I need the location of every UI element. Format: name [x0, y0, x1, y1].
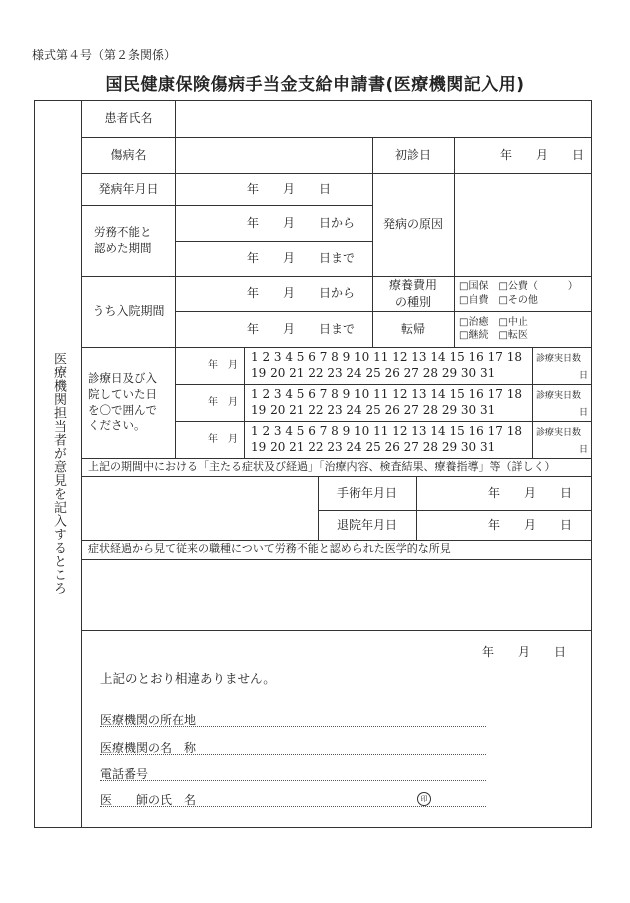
phone-label: 電話番号 [100, 767, 149, 781]
patient-name-field[interactable] [176, 101, 591, 136]
visit-year-month-3[interactable]: 年 月 [208, 433, 238, 445]
opinion-field[interactable] [83, 560, 591, 629]
visit-count-unit-1: 日 [579, 371, 589, 381]
onset-cause-field[interactable] [455, 174, 591, 275]
course-heading: 上記の期間中における「主たる症状及び経過」「治療内容、検査結果、療養指導」等（詳しく） [88, 459, 556, 473]
incapacity-from[interactable]: 年 月 日から [247, 215, 356, 230]
visit-count-label-2: 診療実日数 [536, 391, 582, 401]
outcome-label: 転帰 [400, 321, 425, 336]
patient-name-label: 患者氏名 [104, 111, 153, 126]
visit-count-label-1: 診療実日数 [536, 354, 582, 364]
visit-count-unit-2: 日 [579, 408, 589, 418]
visit-year-month-1[interactable]: 年 月 [208, 359, 238, 371]
disease-name-field[interactable] [176, 138, 371, 172]
visit-count-unit-3: 日 [579, 445, 589, 455]
visit-year-month-2[interactable]: 年 月 [208, 396, 238, 408]
clinic-address-label: 医療機関の所在地 [100, 713, 197, 727]
visit-days-label: 診療日及び入 院していた日 を〇で囲んで ください。 [88, 371, 157, 433]
discharge-date[interactable]: 年 月 日 [487, 517, 572, 532]
discharge-date-label: 退院年月日 [336, 517, 397, 532]
onset-label: 発病年月日 [98, 181, 159, 196]
phone-line[interactable] [100, 780, 486, 781]
hospitalization-to[interactable]: 年 月 日まで [247, 321, 356, 336]
clinic-name-label: 医療機関の名 称 [100, 741, 197, 755]
certification-date[interactable]: 年 月 日 [482, 645, 567, 659]
onset-cause-label: 発病の原因 [382, 217, 443, 232]
hospitalization-label: うち入院期間 [92, 304, 165, 319]
outcome-options[interactable]: □治癒 □中止 □継続 □転医 [459, 316, 528, 341]
doctor-name-label: 医 師の氏 名 [100, 793, 197, 807]
clinic-address-line[interactable] [100, 726, 486, 727]
side-label: 医療機関担当者が意見を記入するところ [51, 352, 66, 595]
onset-date[interactable]: 年 月 日 [247, 181, 332, 196]
doctor-name-line[interactable] [100, 806, 486, 807]
first-visit-date[interactable]: 年 月 日 [499, 147, 584, 162]
page-title: 国民健康保険傷病手当金支給申請書(医療機関記入用) [105, 75, 525, 95]
surgery-date[interactable]: 年 月 日 [487, 485, 572, 500]
seal-mark: 印 [417, 792, 431, 806]
visit-count-label-3: 診療実日数 [536, 428, 582, 438]
disease-name-label: 傷病名 [110, 147, 147, 162]
certification-statement: 上記のとおり相違ありません。 [100, 671, 276, 686]
first-visit-label: 初診日 [394, 147, 431, 162]
form-number-label: 様式第４号（第２条関係） [32, 48, 177, 62]
course-details-field[interactable] [83, 477, 317, 539]
visit-days-grid-1[interactable]: 1 2 3 4 5 6 7 8 9 10 11 12 13 14 15 16 17 18 19 20 21 22 23 24 25 26 27 28 29 30 31 [251, 350, 522, 380]
cost-type-options[interactable]: □国保 □公費（ ） □自費 □その他 [459, 281, 578, 306]
visit-days-grid-3[interactable]: 1 2 3 4 5 6 7 8 9 10 11 12 13 14 15 16 17 18 19 20 21 22 23 24 25 26 27 28 29 30 31 [251, 424, 522, 454]
incapacity-label: 労務不能と 認めた期間 [94, 224, 152, 255]
hospitalization-from[interactable]: 年 月 日から [247, 286, 356, 301]
cost-type-label: 療養費用 の種別 [388, 278, 437, 309]
clinic-name-line[interactable] [100, 754, 486, 755]
visit-days-grid-2[interactable]: 1 2 3 4 5 6 7 8 9 10 11 12 13 14 15 16 17 18 19 20 21 22 23 24 25 26 27 28 29 30 31 [251, 387, 522, 417]
incapacity-to[interactable]: 年 月 日まで [247, 251, 356, 266]
surgery-date-label: 手術年月日 [336, 485, 397, 500]
opinion-heading: 症状経過から見て従来の職種について労務不能と認められた医学的な所見 [88, 542, 451, 556]
